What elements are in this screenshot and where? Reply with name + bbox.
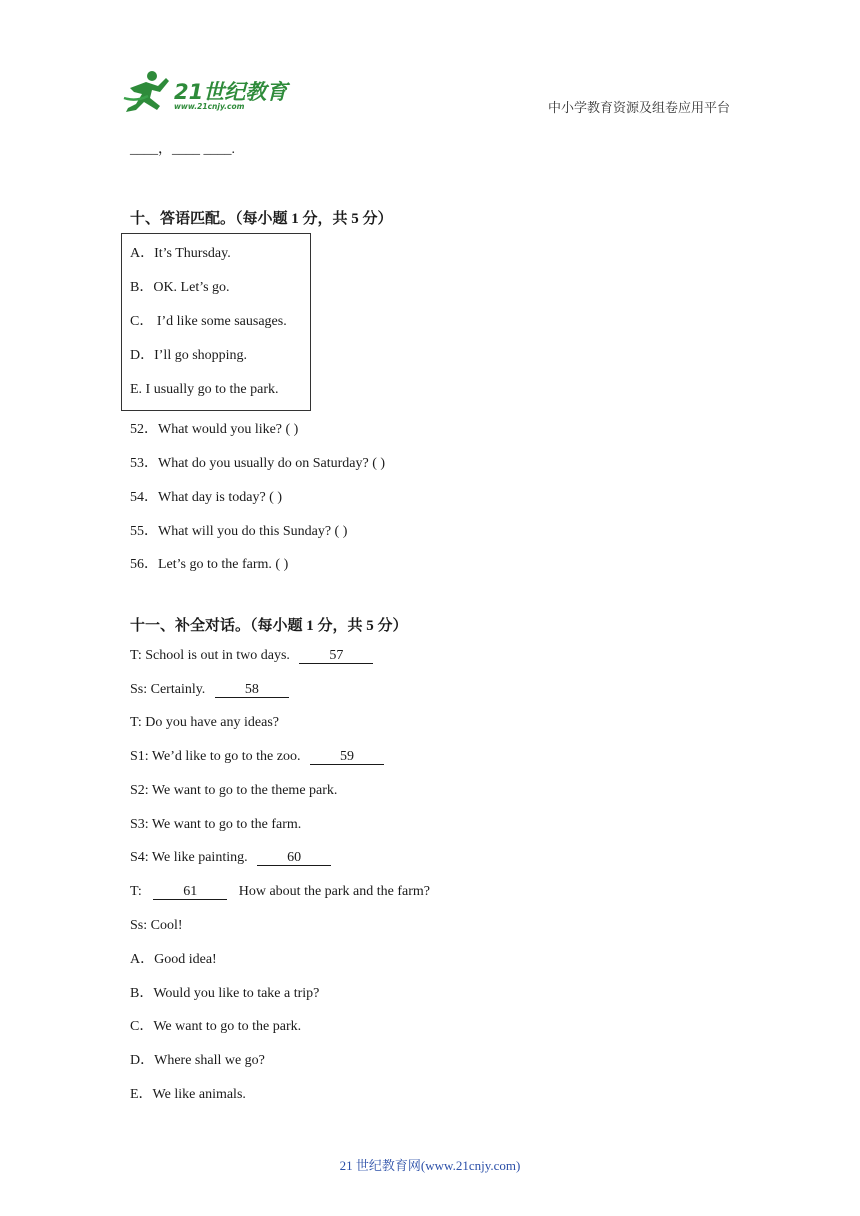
logo-text: 21世纪教育 [174, 80, 288, 104]
dialogue-line-2 [130, 683, 289, 698]
logo-url: www.21cnjy.com [174, 102, 245, 111]
top-blanks-line: ____，____ ____. [130, 142, 235, 157]
dialogue-text: S1: We’d like to go to the zoo. [130, 749, 301, 764]
page-footer: 21 世纪教育网(www.21cnjy.com) [339, 1158, 521, 1173]
blank-60: 60 [257, 851, 331, 866]
dialogue-line-8 [130, 885, 430, 900]
blank-61: 61 [153, 885, 227, 900]
question-52: 52．What would you like? ( ) [130, 422, 299, 437]
page-header [0, 0, 860, 130]
dialogue-line-6: S3: We want to go to the farm. [130, 817, 302, 832]
dialogue-text: S4: We like painting. [130, 850, 248, 865]
choice-b: B．OK. Let’s go. [130, 280, 230, 295]
dialogue-line-5: S2: We want to go to the theme park. [130, 783, 338, 798]
blank-58: 58 [215, 683, 289, 698]
question-54: 54．What day is today? ( ) [130, 490, 283, 505]
logo [122, 68, 292, 116]
runner-logo-icon [122, 68, 172, 114]
option-d: D．Where shall we go? [130, 1053, 265, 1068]
option-c: C．We want to go to the park. [130, 1019, 302, 1034]
option-a: A．Good idea! [130, 952, 217, 967]
platform-name: 中小学教育资源及组卷应用平台 [547, 100, 730, 115]
dialogue-line-7 [130, 851, 331, 866]
dialogue-text: T: School is out in two days. [130, 648, 290, 663]
blank-57: 57 [299, 649, 373, 664]
question-56: 56．Let’s go to the farm. ( ) [130, 557, 289, 572]
dialogue-line-3: T: Do you have any ideas? [130, 715, 279, 730]
dialogue-line-9: Ss: Cool! [130, 918, 183, 933]
section11-title: 十一、补全对话。（每小题 1 分，共 5 分） [130, 618, 408, 634]
dialogue-line-4 [130, 750, 384, 765]
section10-title: 十、答语匹配。（每小题 1 分，共 5 分） [130, 211, 393, 227]
dialogue-text: Ss: Certainly. [130, 682, 206, 697]
dialogue-text: How about the park and the farm? [238, 884, 431, 899]
choice-c: C． I’d like some sausages. [130, 314, 287, 329]
blank-59: 59 [310, 750, 384, 765]
choice-e: E. I usually go to the park. [130, 382, 279, 397]
dialogue-text: T: [130, 884, 142, 899]
question-53: 53．What do you usually do on Saturday? ( ) [130, 456, 386, 471]
option-e: E．We like animals. [130, 1087, 246, 1102]
dialogue-line-1 [130, 649, 373, 664]
choice-a: A．It’s Thursday. [130, 246, 231, 261]
question-55: 55．What will you do this Sunday? ( ) [130, 524, 348, 539]
option-b: B．Would you like to take a trip? [130, 986, 320, 1001]
choice-d: D．I’ll go shopping. [130, 348, 248, 363]
